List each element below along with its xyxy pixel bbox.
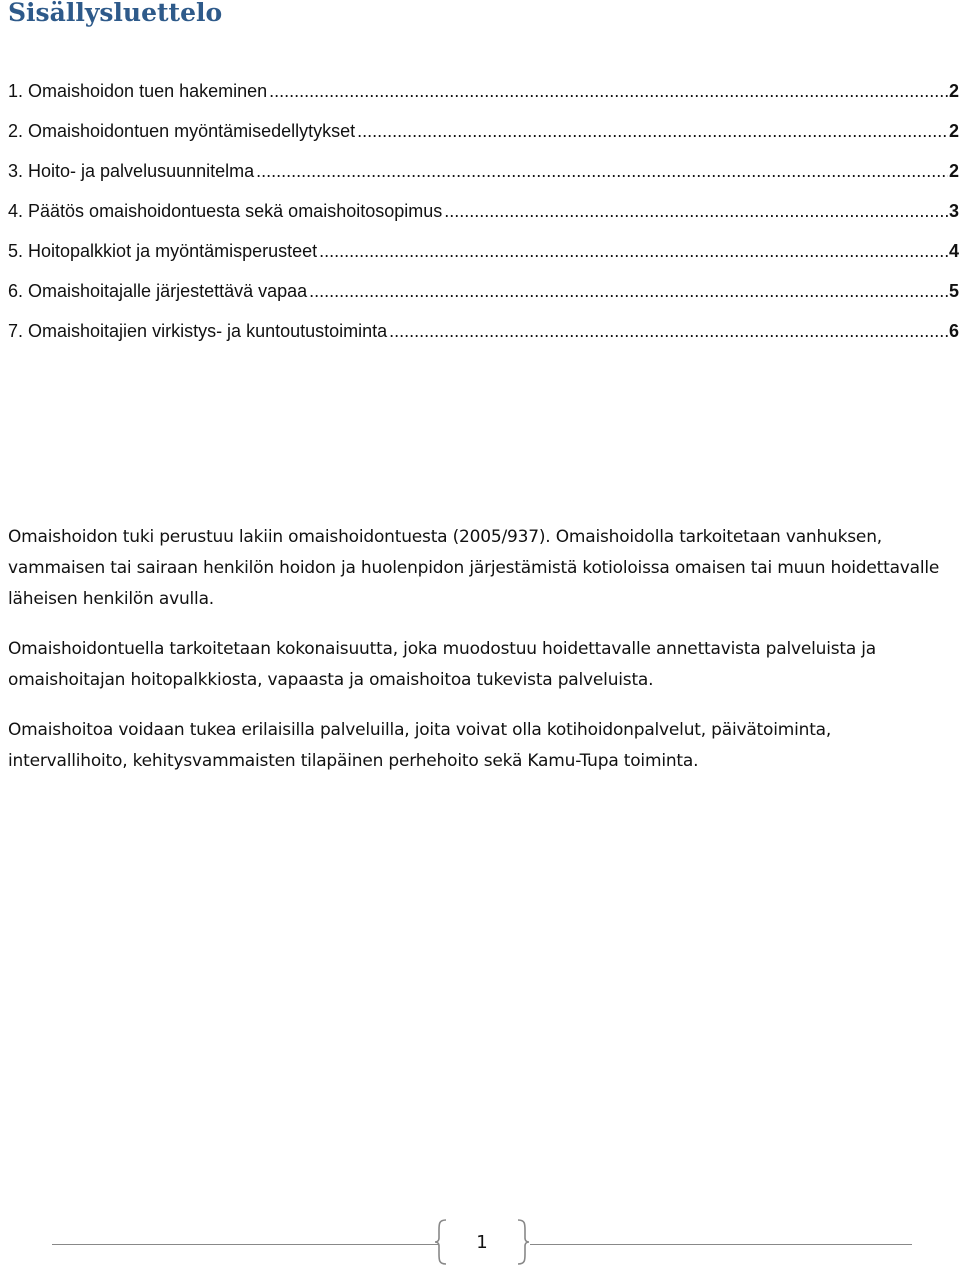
toc-dot-leader [357,121,948,142]
toc-entry-page: 6 [948,321,959,341]
toc-entry[interactable] [8,121,959,161]
footer-rule-right [530,1244,912,1245]
footer-rule-left [52,1244,438,1245]
toc-dot-leader [269,81,948,102]
toc-entry-page: 5 [948,281,959,301]
toc-dot-leader [389,321,948,342]
paragraph: Omaishoitoa voidaan tukea erilaisilla palveluilla, joita voivat olla kotihoidonpalvelut, päivätoiminta, intervallihoito, kehitysvammaisten tilapäinen perhehoito sekä Kamu-Tupa toiminta. [8,720,832,771]
table-of-contents [8,81,959,361]
toc-entry-page: 2 [948,121,959,141]
toc-entry[interactable] [8,161,959,201]
toc-entry-label: 5. Hoitopalkkiot ja myöntämisperusteet [8,241,318,261]
paragraph: Omaishoidontuella tarkoitetaan kokonaisuutta, joka muodostuu hoidettavalle annettavista palveluista ja omaishoitajan hoitopalkkiosta, vapaasta ja omaishoitoa tukevista palveluista. [8,639,876,690]
left-bracket-icon [434,1218,448,1266]
toc-entry[interactable] [8,321,959,361]
body-text [8,522,943,796]
toc-dot-leader [444,201,948,222]
toc-entry-label: 4. Päätös omaishoidontuesta sekä omaishoitosopimus [8,201,443,221]
toc-entry-label: 2. Omaishoidontuen myöntämisedellytykset [8,121,356,141]
right-bracket-icon [516,1218,530,1266]
toc-entry-label: 1. Omaishoidon tuen hakeminen [8,81,268,101]
toc-entry[interactable] [8,201,959,241]
toc-dot-leader [319,241,948,262]
page-number: 1 [476,1232,488,1253]
toc-entry-page: 4 [948,241,959,261]
toc-entry[interactable] [8,241,959,281]
toc-entry-label: 7. Omaishoitajien virkistys- ja kuntoutustoiminta [8,321,388,341]
toc-entry-label: 3. Hoito- ja palvelusuunnitelma [8,161,255,181]
page-footer [0,1218,960,1268]
toc-entry[interactable] [8,81,959,121]
toc-entry[interactable] [8,281,959,321]
toc-dot-leader [256,161,948,182]
toc-entry-label: 6. Omaishoitajalle järjestettävä vapaa [8,281,308,301]
toc-entry-page: 2 [948,161,959,181]
toc-dot-leader [309,281,948,302]
toc-entry-page: 2 [948,81,959,101]
toc-title: Sisällysluettelo [8,0,223,27]
paragraph: Omaishoidon tuki perustuu lakiin omaishoidontuesta (2005/937). Omaishoidolla tarkoitetaan vanhuksen, vammaisen tai sairaan henkilön hoidon ja huolenpidon järjestämistä kotioloissa omaisen tai muun hoidettavalle läheisen henkilön avulla. [8,527,940,609]
toc-entry-page: 3 [948,201,959,221]
